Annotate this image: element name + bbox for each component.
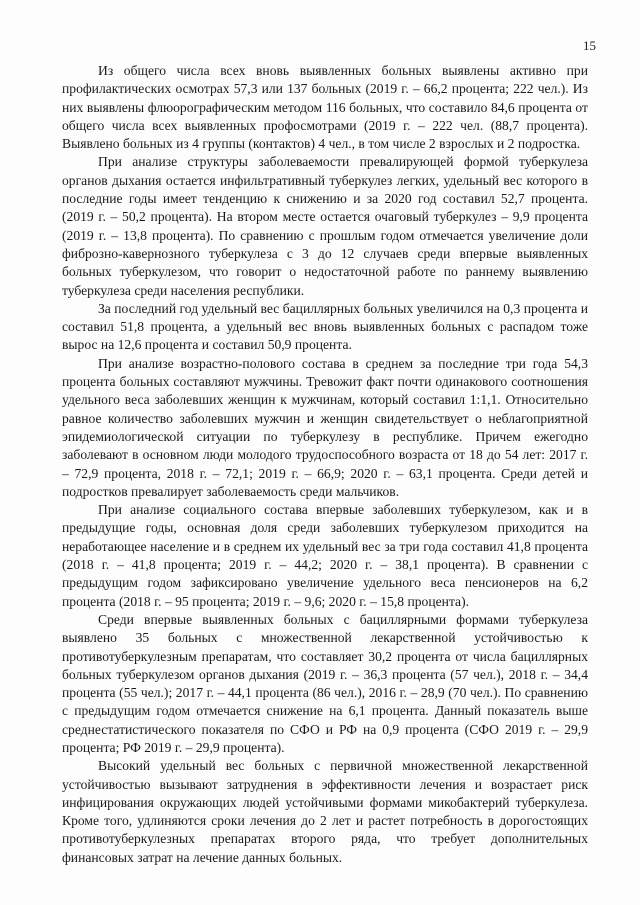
paragraph-5: При анализе социального состава впервые заболевших туберкулезом, как и в предыдущие годы, основная доля среди заболевших туберкулезом приходится на неработающее население и в среднем их удельный вес за три года составил 41,8 процента (2018 г. – 41,8 процента; 2019 г. – 44,2; 2020 г. – 38,1 процента). В сравнении с предыдущим годом зафиксировано увеличение удельного веса пенсионеров на 6,2 процента (2018 г. – 95 процента; 2019 г. – 9,6; 2020 г. – 15,8 процента). — [62, 502, 588, 609]
paragraph-3: За последний год удельный вес бациллярных больных увеличился на 0,3 процента и составил 51,8 процента, а удельный вес вновь выявленных больных с распадом тоже вырос на 12,6 процента и составил 50,9 процента. — [62, 300, 588, 353]
paragraph-4: При анализе возрастно-полового состава в среднем за последние три года 54,3 процента больных составляют мужчины. Тревожит факт почти одинакового соотношения удельного веса заболевших женщин к мужчинам, который составил 1:1,1. Относительно равное количество заболевших мужчин и женщин свидетельствует о неблагоприятной эпидемиологической ситуации по туберкулезу в республике. Причем ежегодно заболевают в основном люди молодого трудоспособного возраста от 18 до 54 лет: 2017 г. – 72,9 процента, 2018 г. – 72,1; 2019 г. – 66,9; 2020 г. – 63,1 процента. Среди детей и подростков превалирует заболеваемость среди мальчиков. — [62, 355, 588, 499]
document-body — [62, 62, 588, 867]
paragraph-1: Из общего числа всех вновь выявленных больных выявлены активно при профилактических осмотрах 57,3 или 137 больных (2019 г. – 66,2 процента; 222 чел.). Из них выявлены флюорографическим методом 116 больных, что составило 84,6 процента от общего числа всех выявленных профосмотрами (2019 г. – 222 чел. (88,7 процента). Выявлено больных из 4 группы (контактов) 4 чел., в том числе 2 взрослых и 2 подростка. — [62, 63, 588, 152]
paragraph-6: Среди впервые выявленных больных с бациллярными формами туберкулеза выявлено 35 больных с множественной лекарственной устойчивостью к противотуберкулезным препаратам, что составляет 30,2 процента от числа бациллярных больных туберкулезом органов дыхания (2019 г. – 36,3 процента (57 чел.), 2018 г. – 34,4 процента (55 чел.); 2017 г. – 44,1 процента (86 чел.), 2016 г. – 28,9 (70 чел.). По сравнению с предыдущим годом отмечается снижение на 6,1 процента. Данный показатель выше среднестатистического показателя по СФО и РФ на 0,9 процента (СФО 2019 г. – 29,9 процента; РФ 2019 г. – 29,9 процента). — [62, 611, 588, 755]
paragraph-2: При анализе структуры заболеваемости превалирующей формой туберкулеза органов дыхания остается инфильтративный туберкулез легких, удельный вес которого в последние годы имеет тенденцию к снижению и за 2020 год составил 52,7 процента. (2019 г. – 50,2 процента). На втором месте остается очаговый туберкулез – 9,9 процента (2019 г. – 13,8 процента). По сравнению с прошлым годом отмечается увеличение доли фиброзно-кавернозного туберкулеза с 3 до 12 случаев среди впервые выявленных больных туберкулезом, что говорит о недостаточной работе по раннему выявлению туберкулеза среди населения республики. — [62, 154, 588, 298]
page-number: 15 — [583, 38, 596, 53]
paragraph-7: Высокий удельный вес больных с первичной множественной лекарственной устойчивостью вызывают затруднения в эффективности лечения и возрастает риск инфицирования окружающих людей устойчивыми формами микобактерий туберкулеза. Кроме того, удлиняются сроки лечения до 2 лет и растет потребность в дорогостоящих противотуберкулезных препаратах второго ряда, что требует дополнительных финансовых затрат на лечение данных больных. — [62, 758, 588, 865]
